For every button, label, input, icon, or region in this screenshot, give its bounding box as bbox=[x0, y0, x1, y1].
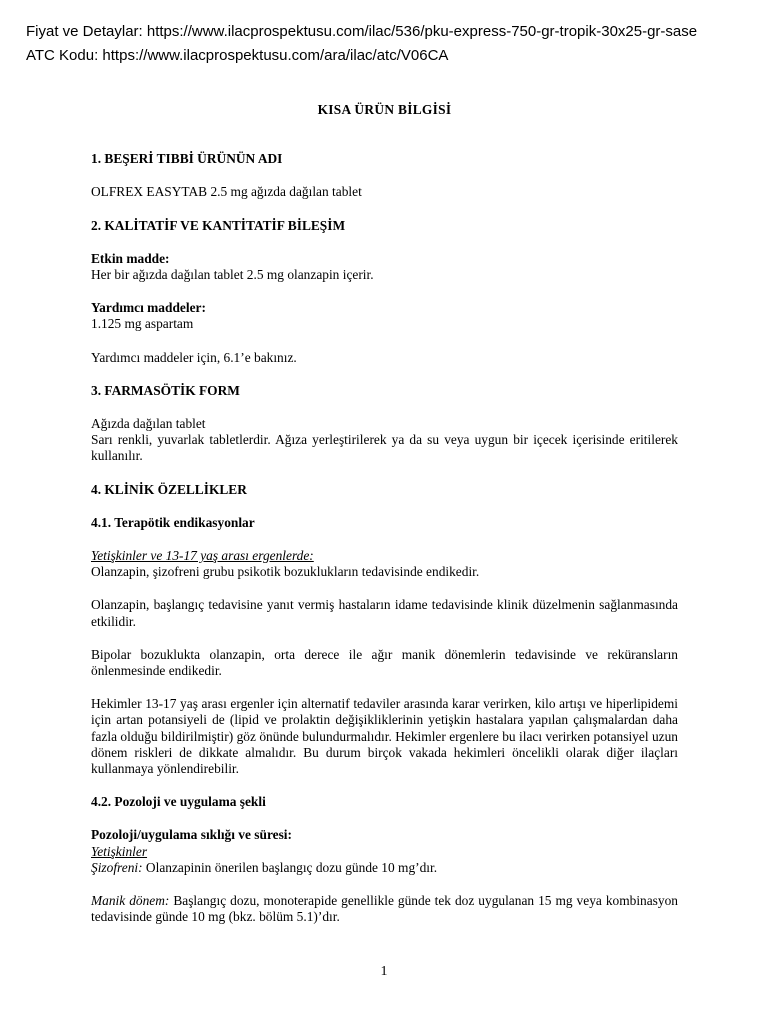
indication-paragraph-2: Olanzapin, başlangıç tedavisine yanıt vermiş hastaların idame tedavisinde klinik düzelmenin sağlanmasında etkilidir. bbox=[91, 597, 678, 629]
indication-paragraph-1 bbox=[91, 548, 678, 580]
section-1-heading: 1. BEŞERİ TIBBİ ÜRÜNÜN ADI bbox=[91, 151, 283, 167]
posology-label: Pozoloji/uygulama sıklığı ve süresi: bbox=[91, 827, 292, 843]
section-4-heading: 4. KLİNİK ÖZELLİKLER bbox=[91, 481, 247, 497]
active-substance-text: Her bir ağızda dağılan tablet 2.5 mg olanzapin içerir. bbox=[91, 267, 374, 283]
manic-episode-paragraph bbox=[91, 893, 678, 925]
section-4-2-heading: 4.2. Pozoloji ve uygulama şekli bbox=[91, 794, 266, 810]
schizophrenia-text: Olanzapinin önerilen başlangıç dozu günde 10 mg’dır. bbox=[142, 859, 438, 875]
form-line-2: Sarı renkli, yuvarlak tabletlerdir. Ağıza yerleştirilerek ya da su veya uygun bir içecek içerisinde eritilerek kullanılır. bbox=[91, 432, 678, 464]
indication-paragraph-4: Hekimler 13-17 yaş arası ergenler için alternatif tedaviler arasında karar verirken, kilo artışı ve hiperlipidemi için artan potansiyeli de (lipid ve prolaktin değişikliklerinin yetişkin hastalara yapılan çalışmalardan daha fazla olduğu bildirilmiştir) göz önünde bulundurmalıdır. Hekimler ergenlere bu ilacı verirken potansiyel uzun dönem riskleri de dikkate almalıdır. Bu durum birçok vakada hekimleri öncelikli olarak diğer ilaçları kullanmaya yönlendirebilir. bbox=[91, 696, 678, 777]
pharmaceutical-form-block bbox=[91, 416, 678, 465]
indication-text-1: Olanzapin, şizofreni grubu psikotik bozuklukların tedavisinde endikedir. bbox=[91, 564, 480, 580]
population-label: Yetişkinler ve 13-17 yaş arası ergenlerde: bbox=[91, 548, 314, 564]
manic-episode-label: Manik dönem: bbox=[91, 893, 170, 909]
section-3-heading: 3. FARMASÖTİK FORM bbox=[91, 382, 240, 398]
excipients-block bbox=[91, 300, 678, 332]
page-header bbox=[26, 20, 756, 68]
section-2-heading: 2. KALİTATİF VE KANTİTATİF BİLEŞİM bbox=[91, 217, 346, 233]
form-line-1: Ağızda dağılan tablet bbox=[91, 416, 206, 432]
document-title: KISA ÜRÜN BİLGİSİ bbox=[317, 102, 452, 117]
adults-label: Yetişkinler bbox=[91, 843, 148, 859]
posology-block bbox=[91, 827, 678, 876]
price-details-link[interactable]: Fiyat ve Detaylar: https://www.ilacprospektusu.com/ilac/536/pku-express-750-gr-tropik-30x25-gr-sase bbox=[26, 23, 698, 40]
document-body bbox=[91, 102, 678, 943]
schizophrenia-label: Şizofreni: bbox=[91, 859, 143, 875]
indication-paragraph-3: Bipolar bozuklukta olanzapin, orta derece ile ağır manik dönemlerin tedavisinde ve reküransların önlenmesinde endikedir. bbox=[91, 646, 678, 679]
product-name: OLFREX EASYTAB 2.5 mg ağızda dağılan tablet bbox=[91, 184, 362, 200]
manic-episode-text: Başlangıç dozu, monoterapide genellikle günde tek doz uygulanan 15 mg veya kombinasyon tedavisinde günde 10 mg (bkz. bölüm 5.1)’dır. bbox=[91, 893, 678, 925]
page-number: 1 bbox=[380, 964, 388, 979]
schizophrenia-line bbox=[91, 860, 678, 876]
excipients-label: Yardımcı maddeler: bbox=[91, 300, 206, 316]
section-4-1-heading: 4.1. Terapötik endikasyonlar bbox=[91, 514, 255, 530]
excipients-text: 1.125 mg aspartam bbox=[91, 316, 194, 332]
active-substance-label: Etkin madde: bbox=[91, 250, 170, 266]
atc-code-link[interactable]: ATC Kodu: https://www.ilacprospektusu.com/ara/ilac/atc/V06CA bbox=[26, 47, 449, 64]
excipients-note: Yardımcı maddeler için, 6.1’e bakınız. bbox=[91, 349, 297, 365]
active-substance-block bbox=[91, 251, 678, 283]
